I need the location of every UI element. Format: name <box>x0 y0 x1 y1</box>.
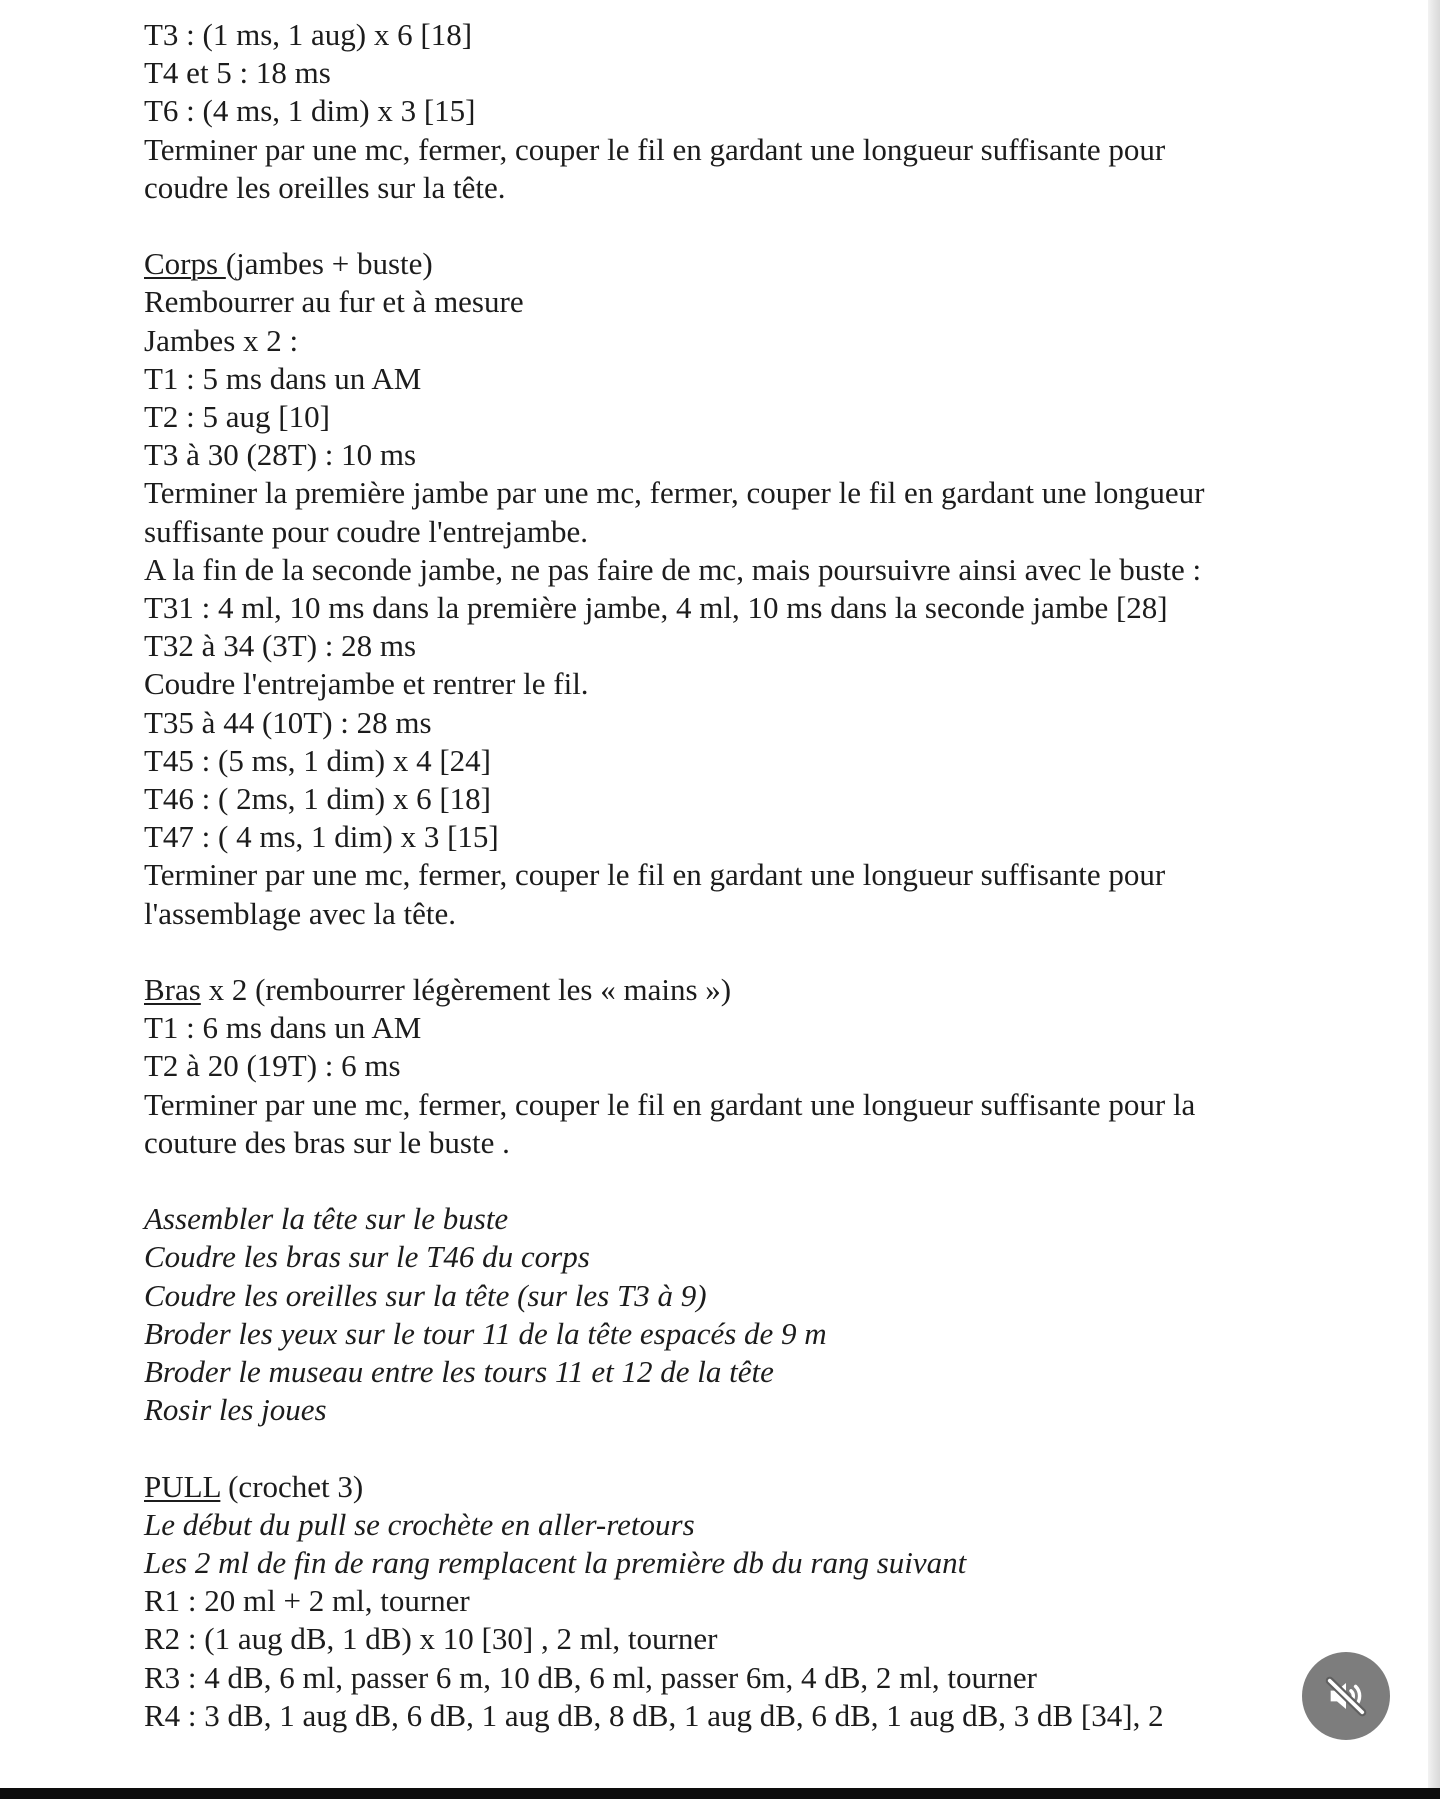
assembly-line: Rosir les joues <box>144 1392 327 1428</box>
section-subtitle-arms: x 2 (rembourrer légèrement les « mains ») <box>200 972 732 1008</box>
body-line: A la fin de la seconde jambe, ne pas faire de mc, mais poursuivre ainsi avec le buste : <box>144 551 1202 587</box>
body-line: T45 : (5 ms, 1 dim) x 4 [24] <box>144 742 491 778</box>
section-heading-body <box>144 245 1314 283</box>
body-line: l'assemblage avec la tête. <box>144 895 456 931</box>
assembly-line: Broder les yeux sur le tour 11 de la tête espacés de 9 m <box>144 1315 827 1351</box>
arms-line: T1 : 6 ms dans un AM <box>144 1010 422 1046</box>
body-line: Jambes x 2 : <box>144 322 299 358</box>
body-line: T47 : ( 4 ms, 1 dim) x 3 [15] <box>144 819 499 855</box>
pull-row: R3 : 4 dB, 6 ml, passer 6 m, 10 dB, 6 ml, passer 6m, 4 dB, 2 ml, tourner <box>144 1659 1037 1695</box>
section-subtitle-pull: (crochet 3) <box>220 1468 364 1504</box>
finish-instruction: coudre les oreilles sur la tête. <box>144 169 506 205</box>
assembly-line: Broder le museau entre les tours 11 et 12 de la tête <box>144 1354 774 1390</box>
pull-note: Le début du pull se crochète en aller-retours <box>144 1506 695 1542</box>
section-title-pull: PULL <box>144 1468 221 1504</box>
section-title-body: Corps <box>144 246 226 282</box>
speaker-muted-icon <box>1323 1673 1369 1719</box>
row-t4-5: T4 et 5 : 18 ms <box>144 55 331 91</box>
arms-line: T2 à 20 (19T) : 6 ms <box>144 1048 401 1084</box>
body-line: Terminer la première jambe par une mc, fermer, couper le fil en gardant une longueur <box>144 475 1205 511</box>
body-line: T2 : 5 aug [10] <box>144 399 330 435</box>
arms-line: Terminer par une mc, fermer, couper le fil en gardant une longueur suffisante pour la <box>144 1086 1196 1122</box>
pull-row: R1 : 20 ml + 2 ml, tourner <box>144 1583 470 1619</box>
finish-instruction: Terminer par une mc, fermer, couper le fil en gardant une longueur suffisante pour <box>144 131 1166 167</box>
spacer <box>144 1429 1314 1467</box>
body-line: T35 à 44 (10T) : 28 ms <box>144 704 432 740</box>
body-line: T1 : 5 ms dans un AM <box>144 360 422 396</box>
page-right-edge <box>1428 0 1440 1788</box>
pull-note: Les 2 ml de fin de rang remplacent la première db du rang suivant <box>144 1545 967 1581</box>
row-t3: T3 : (1 ms, 1 aug) x 6 [18] <box>144 17 473 52</box>
assembly-line: Coudre les bras sur le T46 du corps <box>144 1239 590 1275</box>
mute-button[interactable] <box>1302 1652 1390 1740</box>
section-subtitle-body: (jambes + buste) <box>225 246 433 282</box>
section-heading-pull <box>144 1468 1314 1506</box>
section-title-arms: Bras <box>144 972 201 1008</box>
pull-row: R2 : (1 aug dB, 1 dB) x 10 [30] , 2 ml, tourner <box>144 1621 718 1657</box>
pull-row: R4 : 3 dB, 1 aug dB, 6 dB, 1 aug dB, 8 dB, 1 aug dB, 6 dB, 1 aug dB, 3 dB [34], 2 <box>144 1697 1164 1733</box>
body-line: suffisante pour coudre l'entrejambe. <box>144 513 589 549</box>
body-line: T3 à 30 (28T) : 10 ms <box>144 437 417 473</box>
arms-line: couture des bras sur le buste . <box>144 1124 510 1160</box>
bottom-bar <box>0 1788 1440 1799</box>
row-t6: T6 : (4 ms, 1 dim) x 3 [15] <box>144 93 476 129</box>
body-line: T31 : 4 ml, 10 ms dans la première jambe, 4 ml, 10 ms dans la seconde jambe [28] <box>144 590 1168 626</box>
pattern-document <box>144 16 1314 1735</box>
spacer <box>144 207 1314 245</box>
assembly-line: Coudre les oreilles sur la tête (sur les T3 à 9) <box>144 1277 707 1313</box>
body-line: Coudre l'entrejambe et rentrer le fil. <box>144 666 589 702</box>
body-line: Terminer par une mc, fermer, couper le fil en gardant une longueur suffisante pour <box>144 857 1166 893</box>
body-line: Rembourrer au fur et à mesure <box>144 284 524 320</box>
section-heading-arms <box>144 971 1314 1009</box>
body-line: T46 : ( 2ms, 1 dim) x 6 [18] <box>144 781 491 817</box>
spacer <box>144 933 1314 971</box>
spacer <box>144 1162 1314 1200</box>
assembly-line: Assembler la tête sur le buste <box>144 1201 509 1237</box>
body-line: T32 à 34 (3T) : 28 ms <box>144 628 417 664</box>
